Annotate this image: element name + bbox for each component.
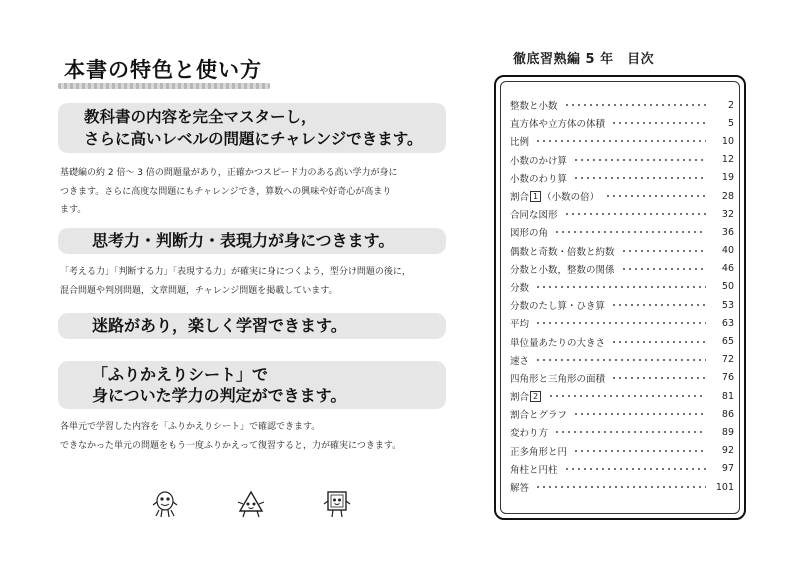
feature-2-desc-line: 混合問題や判別問題，文章問題，チャレンジ問題を掲載しています。 [60,285,338,296]
toc-leader-dots [535,486,706,488]
toc-chapter-text: 小数のかけ算 [510,155,568,167]
toc-chapter-label [510,371,605,385]
toc-leader-dots [564,468,706,470]
toc-page-number: 32 [721,208,734,220]
toc-page-number: 28 [721,190,734,202]
toc-page-number: 65 [721,336,734,348]
toc-chapter-text: 合同な図形 [510,210,558,222]
toc-page-number: 5 [727,117,734,129]
toc-page-number: 10 [721,135,734,147]
toc-leader-dots [548,395,706,397]
toc-chapter-text: 割合 [510,192,530,204]
toc-chapter-label [510,171,567,185]
feature-4-desc-line: できなかった単元の問題をもう一度ふりかえって復習すると，力が確実につきます。 [60,440,402,451]
toc-chapter-text: 速さ [510,355,530,367]
toc-leader-dots [564,104,706,106]
toc-item [510,460,734,478]
toc-item [510,260,734,278]
toc-page-number: 92 [721,445,734,457]
toc-page-number: 81 [721,390,734,402]
toc-page-number: 53 [721,299,734,311]
toc-item [510,114,734,132]
feature-1-line-1: 教科書の内容を完全マスターし， [84,108,317,126]
toc-leader-dots [611,122,706,124]
toc-chapter-label [510,207,558,221]
toc-chapter-text: 割合 [510,392,530,404]
toc-chapter-text: 図形の角 [510,228,549,240]
toc-chapter-text: 割合とグラフ [510,410,568,422]
feature-banner-4 [58,361,446,409]
feature-4-line-2: 身についた学力の判定ができます。 [92,386,347,405]
toc-chapter-text: 比例 [510,137,530,149]
toc-chapter-label [510,425,548,439]
toc-chapter-label [510,134,529,148]
feature-3-line-1: 迷路があり，楽しく学習できます。 [92,316,347,335]
toc-item [510,278,734,296]
toc-chapter-text: 整数と小数 [510,101,558,113]
toc-list [510,96,734,496]
triangle-mascot-icon [236,490,266,518]
feature-banner-2 [58,228,446,254]
toc-page-number: 63 [721,317,734,329]
feature-4-line-1: 「ふりかえりシート」で [92,365,269,384]
toc-page-number: 97 [721,463,734,475]
toc-item [510,442,734,460]
toc-chapter-text: 正多角形と円 [510,446,568,458]
toc-chapter-label [510,280,529,294]
toc-item [510,242,734,260]
toc-page-number: 46 [721,263,734,275]
toc-chapter-text: 平均 [510,319,530,331]
toc-chapter-text: 分数のたし算・ひき算 [510,301,606,313]
toc-leader-dots [535,140,706,142]
toc-page-number: 50 [721,281,734,293]
toc-chapter-label [510,153,567,167]
toc-chapter-label [510,480,529,494]
toc-leader-dots [621,250,706,252]
toc-chapter-label [510,353,529,367]
toc-leader-dots [573,413,706,415]
feature-2-line-1: 思考力・判断力・表現力が身につきます。 [92,231,395,250]
toc-item [510,351,734,369]
toc-leader-dots [605,195,706,197]
toc-leader-dots [573,177,706,179]
toc-chapter-label [510,298,605,312]
toc-chapter-text: 直方体や立方体の体積 [510,119,606,131]
toc-leader-dots [611,377,706,379]
toc-leader-dots [611,304,706,306]
toc-item [510,478,734,496]
feature-1-line-2: さらに高いレベルの問題にチャレンジできます。 [84,130,423,148]
toc-page-number: 89 [721,426,734,438]
toc-leader-dots [564,213,706,215]
toc-item [510,132,734,150]
feature-1-description [60,164,452,220]
square-mascot-icon [322,490,352,518]
toc-item [510,314,734,332]
feature-1-desc-line: ます。 [60,205,87,215]
toc-item [510,296,734,314]
feature-1-desc-line: つきます。さらに高度な問題にもチャレンジでき，算数への興味や好奇心が高まり [60,186,392,197]
feature-banner-1 [58,103,446,153]
toc-part-number: 2 [530,391,541,402]
toc-item [510,387,734,405]
feature-4-description [60,418,452,455]
toc-item [510,169,734,187]
toc-item [510,223,734,241]
toc-leader-dots [535,359,706,361]
toc-chapter-text: 分数と小数，整数の関係 [510,264,615,276]
toc-title: 徹底習熟編 5 年 目次 [513,52,655,67]
toc-item [510,96,734,114]
toc-chapter-label [510,116,605,130]
toc-chapter-text: 四角形と三角形の面積 [510,373,606,385]
toc-page-number: 72 [721,354,734,366]
toc-chapter-label [510,225,548,239]
toc-leader-dots [611,341,706,343]
toc-item [510,151,734,169]
toc-leader-dots [573,450,706,452]
toc-leader-dots [535,286,706,288]
feature-2-desc-line: 「考える力」「判断する力」「表現する力」が確実に身につくよう，型分け問題の後に， [60,267,411,277]
toc-page-number: 101 [715,481,734,493]
toc-leader-dots [535,322,706,324]
toc-page-number: 86 [721,408,734,420]
toc-leader-dots [573,159,706,161]
toc-chapter-text: 分数 [510,282,530,294]
toc-chapter-text: 角柱と円柱 [510,464,558,476]
toc-page-number: 36 [721,226,734,238]
toc-item [510,332,734,350]
feature-1-desc-line: 基礎編の約 2 倍～ 3 倍の問題量があり，正確かつスピード力のある高い学力が身に [60,168,398,178]
toc-leader-dots [554,231,706,233]
page-title: 本書の特色と使い方 [64,58,262,82]
toc-item [510,205,734,223]
face-mascot-icon [150,490,180,518]
toc-item [510,423,734,441]
toc-item [510,187,734,205]
toc-page-number: 40 [721,245,734,257]
toc-chapter-text: 単位量あたりの大きさ [510,337,606,349]
toc-chapter-text: 小数のわり算 [510,173,568,185]
toc-chapter-label [510,462,558,476]
toc-chapter-label [510,389,542,403]
toc-chapter-label [510,98,558,112]
toc-item [510,405,734,423]
toc-leader-dots [621,268,706,270]
toc-chapter-label [510,262,615,276]
toc-chapter-label [510,407,567,421]
toc-page-number: 12 [721,154,734,166]
toc-page-number: 76 [721,372,734,384]
toc-part-number: 1 [530,191,541,202]
toc-chapter-text: 変わり方 [510,428,549,440]
toc-chapter-text: 偶数と奇数・倍数と約数 [510,246,615,258]
title-underline [58,83,270,89]
toc-chapter-label [510,444,567,458]
toc-chapter-label [510,316,529,330]
toc-page-number: 19 [721,172,734,184]
toc-chapter-text: 解答 [510,483,530,495]
feature-2-description [60,263,452,300]
toc-page-number: 2 [727,99,734,111]
toc-item [510,369,734,387]
toc-chapter-label [510,244,615,258]
toc-leader-dots [554,431,706,433]
feature-4-desc-line: 各単元で学習した内容を「ふりかえりシート」で確認できます。 [60,422,321,432]
toc-chapter-label [510,189,599,203]
toc-chapter-label [510,335,605,349]
feature-banner-3 [58,313,446,339]
toc-chapter-suffix: （小数の倍） [542,192,600,204]
